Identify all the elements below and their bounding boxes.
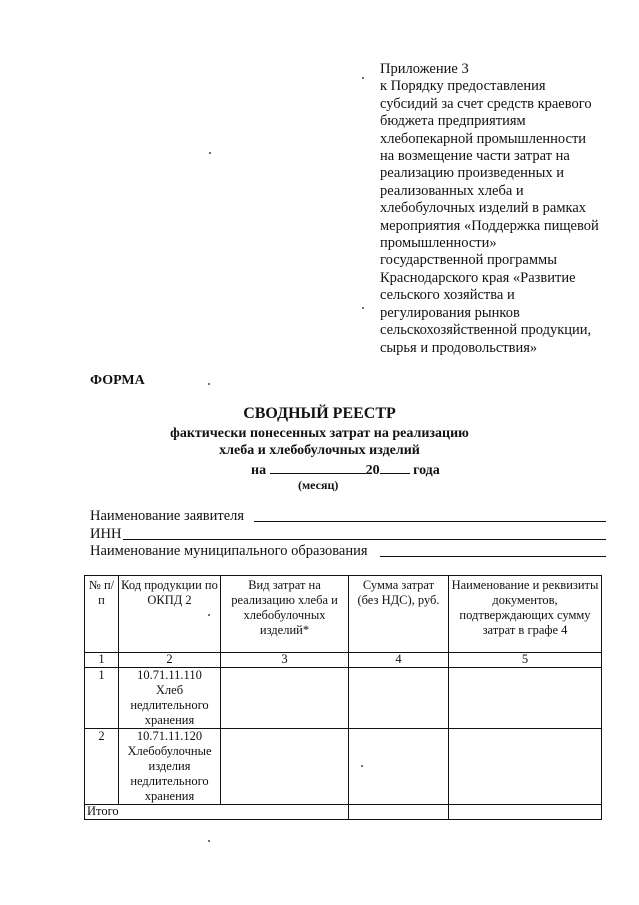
- appendix-line: сырья и продовольствия»: [380, 339, 538, 356]
- table-row: [85, 668, 602, 729]
- documents-cell[interactable]: [449, 729, 602, 805]
- header-code: Код продукции по ОКПД 2: [119, 576, 221, 653]
- appendix-line: промышленности»: [380, 235, 497, 252]
- row-code: 10.71.11.120: [136, 729, 203, 743]
- column-number: 2: [119, 653, 221, 668]
- appendix-line: сельского хозяйства и: [380, 287, 515, 304]
- row-product-name: Хлеб недлительного хранения: [130, 683, 209, 727]
- header-documents: Наименование и реквизиты документов, подтверждающих сумму затрат в графе 4: [449, 576, 602, 653]
- inn-label: ИНН: [90, 526, 122, 542]
- total-row: [85, 805, 602, 820]
- inn-input-line[interactable]: [123, 539, 606, 540]
- month-hint: (месяц): [298, 478, 339, 492]
- appendix-line: мероприятия «Поддержка пищевой: [380, 217, 599, 234]
- appendix-line: бюджета предприятиям: [380, 113, 526, 130]
- appendix-line: Приложение 3: [380, 61, 469, 77]
- column-number: 3: [221, 653, 349, 668]
- appendix-block: [380, 61, 630, 357]
- inn-field: [90, 526, 121, 543]
- scan-speck: [209, 152, 211, 154]
- total-documents-cell[interactable]: [449, 805, 602, 820]
- appendix-line: к Порядку предоставления: [380, 78, 546, 95]
- column-number: 5: [449, 653, 602, 668]
- municipality-label: Наименование муниципального образования: [90, 543, 368, 559]
- sum-cell[interactable]: [349, 729, 449, 805]
- row-num: 2: [85, 729, 119, 805]
- sum-cell[interactable]: [349, 668, 449, 729]
- applicant-input-line[interactable]: [254, 521, 606, 522]
- document-subtitle-line-1: фактически понесенных затрат на реализацию: [170, 426, 469, 441]
- scan-speck: [361, 765, 363, 767]
- municipality-input-line[interactable]: [380, 556, 606, 557]
- row-num: 1: [85, 668, 119, 729]
- header-num: № п/п: [85, 576, 119, 653]
- appendix-line: хлебопекарной промышленности: [380, 130, 587, 147]
- documents-cell[interactable]: [449, 668, 602, 729]
- total-sum-cell[interactable]: [349, 805, 449, 820]
- applicant-label: Наименование заявителя: [90, 508, 245, 524]
- row-code: 10.71.11.110: [137, 668, 202, 682]
- column-number: 1: [85, 653, 119, 668]
- column-number: 4: [349, 653, 449, 668]
- year-prefix: 20: [365, 463, 380, 478]
- header-cost-type: Вид затрат на реализацию хлеба и хлебобулочных изделий*: [221, 576, 349, 653]
- applicant-field: [90, 508, 244, 525]
- scan-speck: [208, 383, 210, 385]
- cost-type-cell[interactable]: [221, 729, 349, 805]
- appendix-line: хлебобулочных изделий в рамках: [380, 200, 587, 217]
- appendix-line: реализованных хлеба и: [380, 182, 524, 199]
- row-code-cell: [119, 668, 221, 729]
- scan-speck: [208, 840, 210, 842]
- appendix-line: реализацию произведенных и: [380, 165, 565, 182]
- registry-table: [84, 575, 602, 820]
- date-suffix: года: [413, 463, 440, 478]
- appendix-line: на возмещение части затрат на: [380, 148, 570, 165]
- appendix-line: регулирования рынков: [380, 304, 520, 321]
- table-header-row: [85, 576, 602, 653]
- form-label: ФОРМА: [90, 373, 145, 388]
- cost-type-cell[interactable]: [221, 668, 349, 729]
- appendix-line: субсидий за счет средств краевого: [380, 95, 592, 112]
- municipality-field: [90, 543, 368, 560]
- appendix-line: сельскохозяйственной продукции,: [380, 322, 592, 339]
- document-subtitle-line-2: хлеба и хлебобулочных изделий: [219, 443, 420, 458]
- appendix-line: Краснодарского края «Развитие: [380, 269, 576, 286]
- date-prefix: на: [251, 463, 267, 478]
- table-row: [85, 729, 602, 805]
- appendix-line: государственной программы: [380, 252, 557, 269]
- scan-speck: [362, 307, 364, 309]
- scan-speck: [208, 614, 210, 616]
- year-blank[interactable]: [380, 460, 410, 474]
- total-label: Итого: [85, 805, 349, 820]
- column-number-row: [85, 653, 602, 668]
- scan-speck: [362, 77, 364, 79]
- row-product-name: Хлебобулочные изделия недлительного хранения: [127, 744, 212, 803]
- month-blank[interactable]: [270, 460, 366, 474]
- row-code-cell: [119, 729, 221, 805]
- document-title: СВОДНЫЙ РЕЕСТР: [243, 405, 396, 422]
- header-sum: Сумма затрат (без НДС), руб.: [349, 576, 449, 653]
